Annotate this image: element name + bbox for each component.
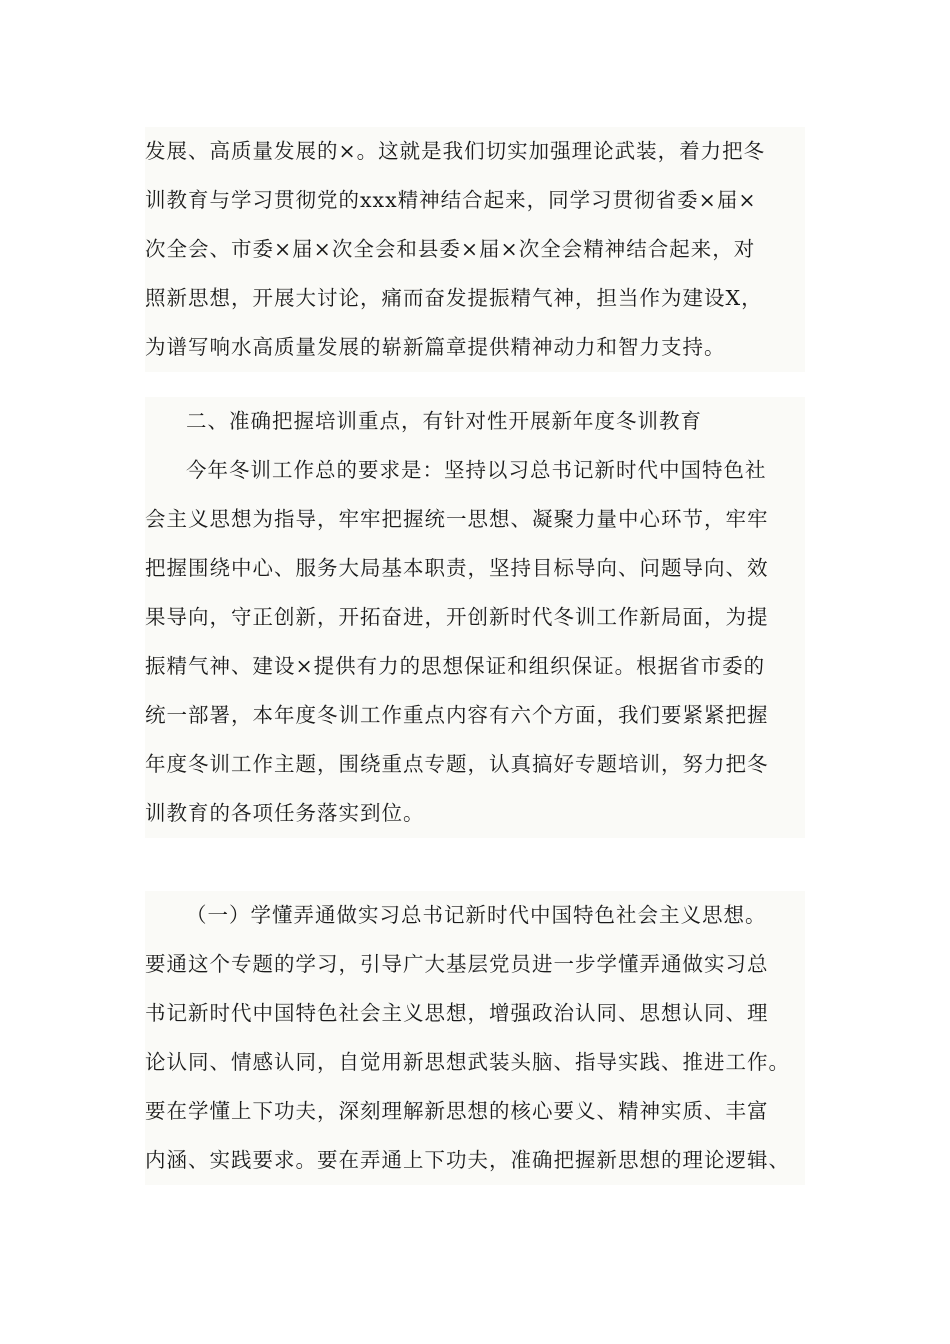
text-line: 内涵、实践要求。要在弄通上下功夫，准确把握新思想的理论逻辑、 [145,1148,790,1172]
text-line: 书记新时代中国特色社会主义思想，增强政治认同、思想认同、理 [145,1001,769,1025]
paragraph-requirements [145,446,805,838]
text-line: 振精气神、建设×提供有力的思想保证和组织保证。根据省市委的 [145,654,766,678]
heading-line: 二、准确把握培训重点，有针对性开展新年度冬训教育 [186,409,702,433]
text-line: 论认同、情感认同，自觉用新思想武装头脑、指导实践、推进工作。 [145,1050,790,1074]
section-heading [145,397,805,446]
text-line: 年度冬训工作主题，围绕重点专题，认真搞好专题培训，努力把冬 [145,752,769,776]
text-line: 次全会、市委×届×次全会和县委×届×次全会精神结合起来，对 [145,237,756,261]
paragraph-item-one [145,891,805,1185]
text-line: 发展、高质量发展的×。这就是我们切实加强理论武装，着力把冬 [145,139,766,163]
text-line: 训教育与学习贯彻党的xxx精神结合起来，同学习贯彻省委×届× [145,188,757,212]
paragraph-intro-tail [145,127,805,372]
text-line: 会主义思想为指导，牢牢把握统一思想、凝聚力量中心环节，牢牢 [145,507,769,531]
text-line: 统一部署，本年度冬训工作重点内容有六个方面，我们要紧紧把握 [145,703,769,727]
text-line: 要在学懂上下功夫，深刻理解新思想的核心要义、精神实质、丰富 [145,1099,769,1123]
text-line: 为谱写响水高质量发展的崭新篇章提供精神动力和智力支持。 [145,335,726,359]
text-line: 果导向，守正创新，开拓奋进，开创新时代冬训工作新局面，为提 [145,605,769,629]
text-line: 今年冬训工作总的要求是：坚持以习总书记新时代中国特色社 [186,458,767,482]
text-line: 要通这个专题的学习，引导广大基层党员进一步学懂弄通做实习总 [145,952,769,976]
text-line: 照新思想，开展大讨论，痛而奋发提振精气神，担当作为建设X， [145,286,763,310]
text-line: 训教育的各项任务落实到位。 [145,801,425,825]
text-line: 把握围绕中心、服务大局基本职责，坚持目标导向、问题导向、效 [145,556,769,580]
text-line: （一）学懂弄通做实习总书记新时代中国特色社会主义思想。 [186,903,767,927]
